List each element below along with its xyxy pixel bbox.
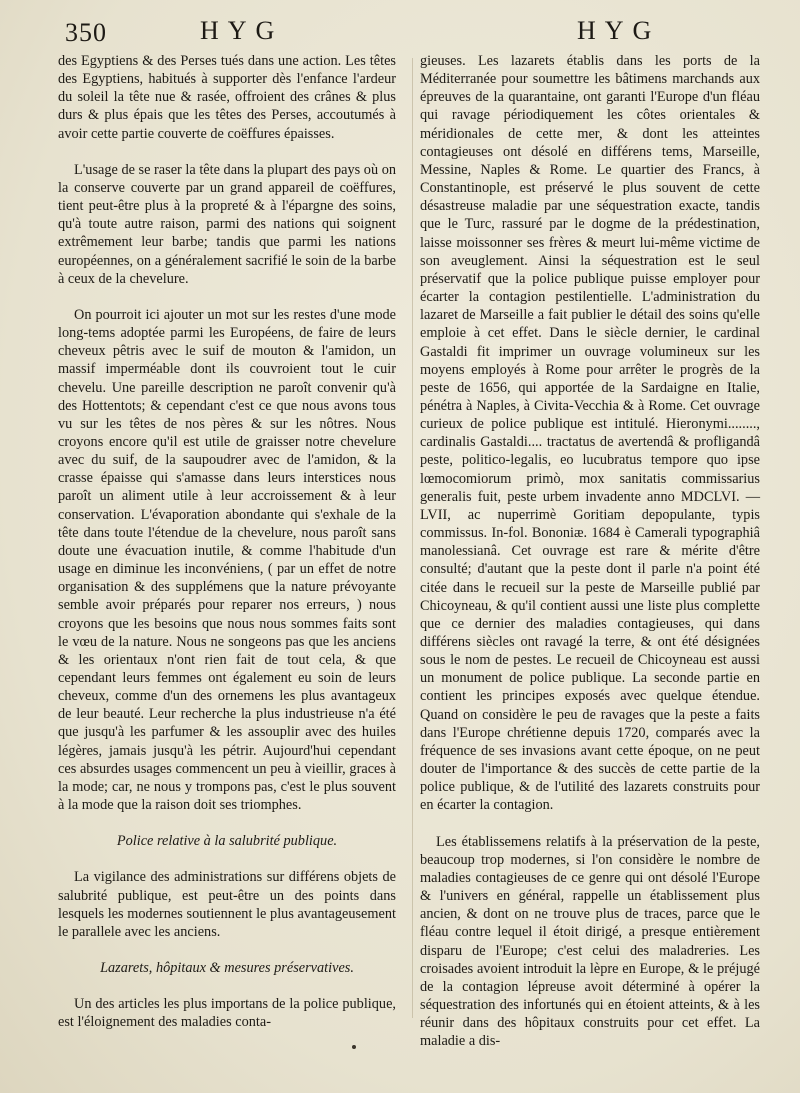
page-mark — [352, 1045, 356, 1049]
right-paragraph-1: gieuses. Les lazarets établis dans les ports de la Méditerranée pour soumettre les bâtimens marchands aux épreuves de la quarantaine, ont garanti l'Europe d'un fléau qui ravage périodiquement les côtes orientales & méridionales de cette mer, & dont les atteintes contagieuses ont désolé en différens tems, Marseille, Messine, Naples & Rome. Le quartier des Francs, à Constantinople, est préservé le plus souvent de cette désastreuse maladie par une séquestration exacte, tandis que le Turc, rassuré par le dogme de la prédestination, laisse moissonner ses frères & meurt lui-même victime de son aveuglement. Ainsi la séquestration est le seul préservatif que la police publique puisse employer pour écarter la contagion pestilentielle. L'administration du lazaret de Marseille a fait publier le détail des soins qu'elle emploie à cet effet. Dans le siècle dernier, le cardinal Gastaldi fit imprimer un ouvrage volumineux sur les moyens employés à Rome pour arrêter le progrès de la peste de 1656, qui apportée de la Sardaigne en Italie, pénétra à Naples, à Civita-Vecchia & à Rome. Cet ouvrage curieux de police publique est intitulé. Hieronymi........, cardinalis Gastaldi.... tractatus de avertendâ & profligandâ peste, politico-legalis, eo lucubratus tempore quo ipse lœmocomiorum primò, mox sanitatis commissarius generalis fuit, peste urbem invadente anno MDCLVI. — LVII, ac nuperrimè Goritiam depopulante, typis commissus. In-fol. Bononiæ. 1684 è Camerali typographiâ manolessianâ. Cet ouvrage est rare & mérite d'être consulté; d'autant que la peste dont il parle n'a point été citée dans le recueil sur la peste de Marseille publié par Chicoyneau, & qu'il contient aussi une liste plus complette que ce dernier des maladies contagieuses, qui dans différens siècles ont ravagé la terre, & ont été désignées sous le nom de pestes. Le recueil de Chicoyneau est aussi un monument de police publique. La seconde partie en contient les principes exposés avec quelque étendue. Quand on considère le peu de ravages que la peste a faits dans l'Europe chrétienne depuis 1720, comparés avec la fréquence de ses invasions avant cette époque, on ne peut douter de l'importance & des succès de cette partie de la police publique, & de l'utilité des lazarets construits pour en écarter la contagion. — [420, 53, 760, 814]
left-paragraph-3: On pourroit ici ajouter un mot sur les restes d'une mode long-tems adoptée parmi les Européens, de faire de leurs cheveux pêtris avec le suif de mouton & l'amidon, un massif imperméable dont ils couvroient tout le cuir chevelu. Une pareille description ne paroît convenir qu'à des Hottentots; & cependant c'est ce que nous avons tous vu sur les têtes de nos pères & sur les nôtres. Nous croyons encore qu'il est utile de graisser notre chevelure avec du suif, de la saupoudrer avec de l'amidon, & la crasse épaisse qui s'amasse dans leurs interstices nous paroît un aliment utile à leur accroissement & à leur conservation. L'évaporation abondante qui s'exhale de la tête dans toute l'étendue de la chevelure, nous paroît sans doute une évacuation inutile, & comme l'habitude d'un usage en diminue les inconvéniens, ( par un effet de notre organisation & des supplémens que la nature prévoyante semble avoir préparés pour reparer nos erreurs, ) nous croyons que les besoins que nous nous sommes faits sont le vœu de la nature. Nous ne songeons pas que les anciens & les orientaux n'ont rien fait de tout cela, & que cependant leurs femmes ont également eu soin de leurs cheveux, comme d'un des ornemens les plus avantageux de leur beauté. Leur recherche la plus industrieuse n'a été que jusqu'à les parfumer & les assouplir avec des huiles légères, jamais jusqu'à les pétrir. Aujourd'hui cependant ces absurdes usages commencent un peu à vieillir, graces à la mode; car, ne nous y trompons pas, c'est le plus souvent à la mode que la raison doit ses triomphes. — [58, 306, 396, 814]
running-head-right: HYG — [577, 16, 661, 45]
left-paragraph-4: La vigilance des administrations sur différens objets de salubrité publique, est peut-être un des points dans lesquels les modernes soutiennent le plus avantageusement le parallele avec les anciens. — [58, 869, 396, 940]
left-paragraph-2: L'usage de se raser la tête dans la plupart des pays où on la conserve couverte par un grand appareil de coëffures, tient peut-être plus à la propreté & à l'épargne des soins, qu'à toute autre raison, parmi des nations qui soignent extrêmement leur barbe; tandis que parmi les nations européennes, on a généralement sacrifié le soin de la barbe à ceux de la chevelure. — [58, 161, 396, 287]
section-heading-police: Police relative à la salubrité publique. — [116, 833, 338, 850]
left-paragraph-1: des Egyptiens & des Perses tués dans une action. Les têtes des Egyptiens, habitués à supporter dès l'enfance l'ardeur du soleil la tête nue & rasée, offroient des crânes & plus durs & plus épais que les têtes des Perses, accoutumés à avoir cette partie couverte de coëffures épaisses. — [58, 53, 396, 142]
column-divider — [412, 58, 413, 1018]
right-column — [420, 52, 760, 1050]
page-header — [55, 10, 760, 50]
section-heading-lazarets: Lazarets, hôpitaux & mesures préservatives. — [100, 960, 354, 977]
left-column — [58, 52, 396, 1032]
left-paragraph-5: Un des articles les plus importans de la police publique, est l'éloignement des maladies conta- — [58, 996, 396, 1031]
page-number: 350 — [65, 18, 107, 47]
running-head-left: HYG — [200, 16, 284, 45]
right-paragraph-2: Les établissemens relatifs à la préservation de la peste, beaucoup trop modernes, si l'on considère le nombre de maladies contagieuses de ce genre qui ont désolé l'Europe & l'univers en général, rappelle un établissement plus ancien, & dont on ne trouve plus de traces, parce que le fléau contre lequel il étoit dirigé, a presque entièrement disparu de l'Europe; c'est celui des maladreries. Les croisades avoient introduit la lèpre en Europe, & le préjugé de la contagion lépreuse avoit déterminé à opérer la séquestration des infortunés qui en étoient atteints, & à les réunir dans des hôpitaux construits pour cet effet. La maladie a dis- — [420, 833, 760, 1050]
